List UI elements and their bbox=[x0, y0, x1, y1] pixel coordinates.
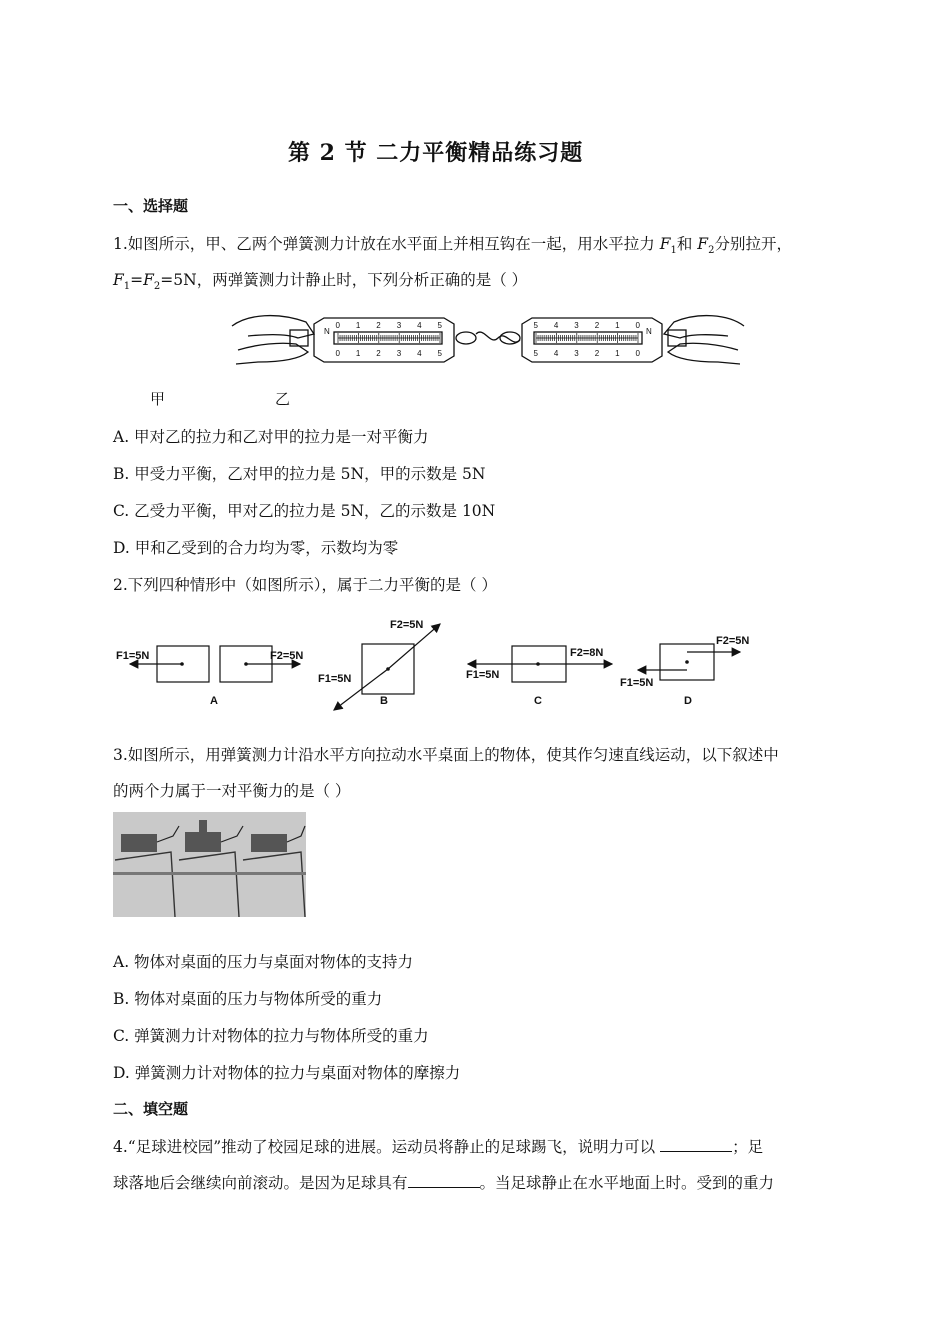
q1-stem-line1: 1.如图所示，甲、乙两个弹簧测力计放在水平面上并相互钩在一起，用水平拉力 $F_1$和 $F_2$分别拉开， bbox=[113, 235, 792, 257]
q3-photo-figure bbox=[113, 812, 306, 917]
q1-option-b[interactable]: B. 甲受力平衡，乙对甲的拉力是 5N，甲的示数是 5N bbox=[113, 465, 486, 483]
right-hand-top bbox=[664, 316, 744, 338]
left-hand-top bbox=[232, 316, 314, 338]
q4-blank-2[interactable] bbox=[408, 1173, 480, 1188]
diagram-d-f2-label: F2=5N bbox=[716, 635, 750, 647]
scale-jia-tick-number: 1 bbox=[355, 349, 361, 358]
q3-option-a[interactable]: A. 物体对桌面的压力与桌面对物体的支持力 bbox=[113, 953, 414, 971]
scale-yi-tick-number: 2 bbox=[594, 349, 600, 358]
scale-jia-tick-number: 3 bbox=[396, 349, 402, 358]
scale-jia-tick-number: 2 bbox=[376, 349, 381, 358]
q1-option-c[interactable]: C. 乙受力平衡，甲对乙的拉力是 5N，乙的示数是 10N bbox=[113, 502, 496, 520]
scale-jia-tick-number: 3 bbox=[396, 321, 402, 330]
q4-line2: 球落地后会继续向前滚动。是因为足球具有 。当足球静止在水平地面上时。受到的重力 bbox=[113, 1174, 775, 1192]
q1-option-d[interactable]: D. 甲和乙受到的合力均为零，示数均为零 bbox=[113, 539, 399, 557]
section-heading-choice: 一、选择题 bbox=[113, 197, 189, 215]
q4-line1: 4.“足球进校园”推动了校园足球的进展。运动员将静止的足球踢飞，说明力可以 ；足 bbox=[113, 1138, 764, 1156]
scale-yi-tick-number: 4 bbox=[553, 349, 559, 358]
q3-stem-line1: 3.如图所示，用弹簧测力计沿水平方向拉动水平桌面上的物体，使其作匀速直线运动，以下叙述中 bbox=[113, 746, 779, 764]
scale-yi-tick-number: 1 bbox=[615, 349, 620, 358]
hook-link bbox=[476, 332, 520, 342]
diagram-c-f1-label: F1=5N bbox=[466, 669, 500, 681]
q3-option-d[interactable]: D. 弹簧测力计对物体的拉力与桌面对物体的摩擦力 bbox=[113, 1064, 461, 1082]
q3-option-b[interactable]: B. 物体对桌面的压力与物体所受的重力 bbox=[113, 990, 383, 1008]
diagram-a-f2-label: F2=5N bbox=[270, 650, 304, 662]
scale-jia-tick-number: 2 bbox=[376, 321, 381, 330]
weight-on-block-2 bbox=[199, 820, 207, 834]
q1-stem-line2: $F_1=F_2=5N$，两弹簧测力计静止时，下列分析正确的是（ ） bbox=[113, 271, 528, 293]
q4-blank-1[interactable] bbox=[660, 1137, 732, 1152]
scale-jia-tick-number: 1 bbox=[355, 321, 361, 330]
q1-label-jia: 甲 bbox=[150, 390, 166, 408]
block-3 bbox=[251, 834, 287, 852]
q1-spring-scales-figure bbox=[228, 304, 748, 372]
diagram-b-f1-label: F1=5N bbox=[318, 673, 352, 685]
q1-label-yi: 乙 bbox=[275, 390, 291, 408]
block-2 bbox=[185, 832, 221, 852]
scale-yi-tick-number: 2 bbox=[594, 321, 600, 330]
page-title: 第 2 节 二力平衡精品练习题 bbox=[288, 140, 584, 166]
diagram-a-label: A bbox=[210, 695, 218, 707]
q3-option-c[interactable]: C. 弹簧测力计对物体的拉力与物体所受的重力 bbox=[113, 1027, 429, 1045]
q3-stem-line2: 的两个力属于一对平衡力的是（ ） bbox=[113, 782, 351, 800]
diagram-c-f2-label: F2=8N bbox=[570, 647, 604, 659]
q2-force-diagrams bbox=[112, 612, 772, 712]
scale-jia-tick-number: 0 bbox=[335, 349, 340, 358]
scale-jia-unit: N bbox=[324, 327, 330, 336]
scale-yi-tick-number: 3 bbox=[574, 349, 579, 358]
scale-yi-unit: N bbox=[646, 327, 652, 336]
diagram-d-label: D bbox=[684, 695, 692, 707]
diagram-a-f1-label: F1=5N bbox=[116, 650, 150, 662]
scale-yi-tick-number: 3 bbox=[574, 321, 579, 330]
scale-yi-tick-number: 5 bbox=[533, 349, 538, 358]
section-heading-fill: 二、填空题 bbox=[113, 1100, 189, 1118]
scale-yi-tick-number: 0 bbox=[635, 321, 640, 330]
photo-background bbox=[113, 812, 306, 917]
scale-jia-tick-number: 4 bbox=[417, 321, 422, 330]
diagram-c-label: C bbox=[534, 695, 542, 707]
diagram-d-f1-label: F1=5N bbox=[620, 677, 654, 689]
scale-jia-tick-number: 0 bbox=[335, 321, 340, 330]
q1-option-a[interactable]: A. 甲对乙的拉力和乙对甲的拉力是一对平衡力 bbox=[113, 428, 429, 446]
diagram-b-f2-label: F2=5N bbox=[390, 619, 424, 631]
scale-yi-tick-number: 5 bbox=[533, 321, 538, 330]
hook-right bbox=[500, 332, 520, 344]
q2-stem: 2.下列四种情形中（如图所示），属于二力平衡的是（ ） bbox=[113, 576, 497, 594]
scale-yi-tick-number: 1 bbox=[615, 321, 620, 330]
scale-jia-tick-number: 5 bbox=[437, 321, 442, 330]
block-1 bbox=[121, 834, 157, 852]
scale-yi-body bbox=[522, 318, 662, 362]
hook-left bbox=[456, 332, 476, 344]
scale-yi-tick-number: 0 bbox=[635, 349, 640, 358]
scale-jia-tick-number: 5 bbox=[437, 349, 442, 358]
scale-jia-tick-number: 4 bbox=[417, 349, 422, 358]
diagram-b-label: B bbox=[380, 695, 388, 707]
scale-yi-tick-number: 4 bbox=[553, 321, 559, 330]
